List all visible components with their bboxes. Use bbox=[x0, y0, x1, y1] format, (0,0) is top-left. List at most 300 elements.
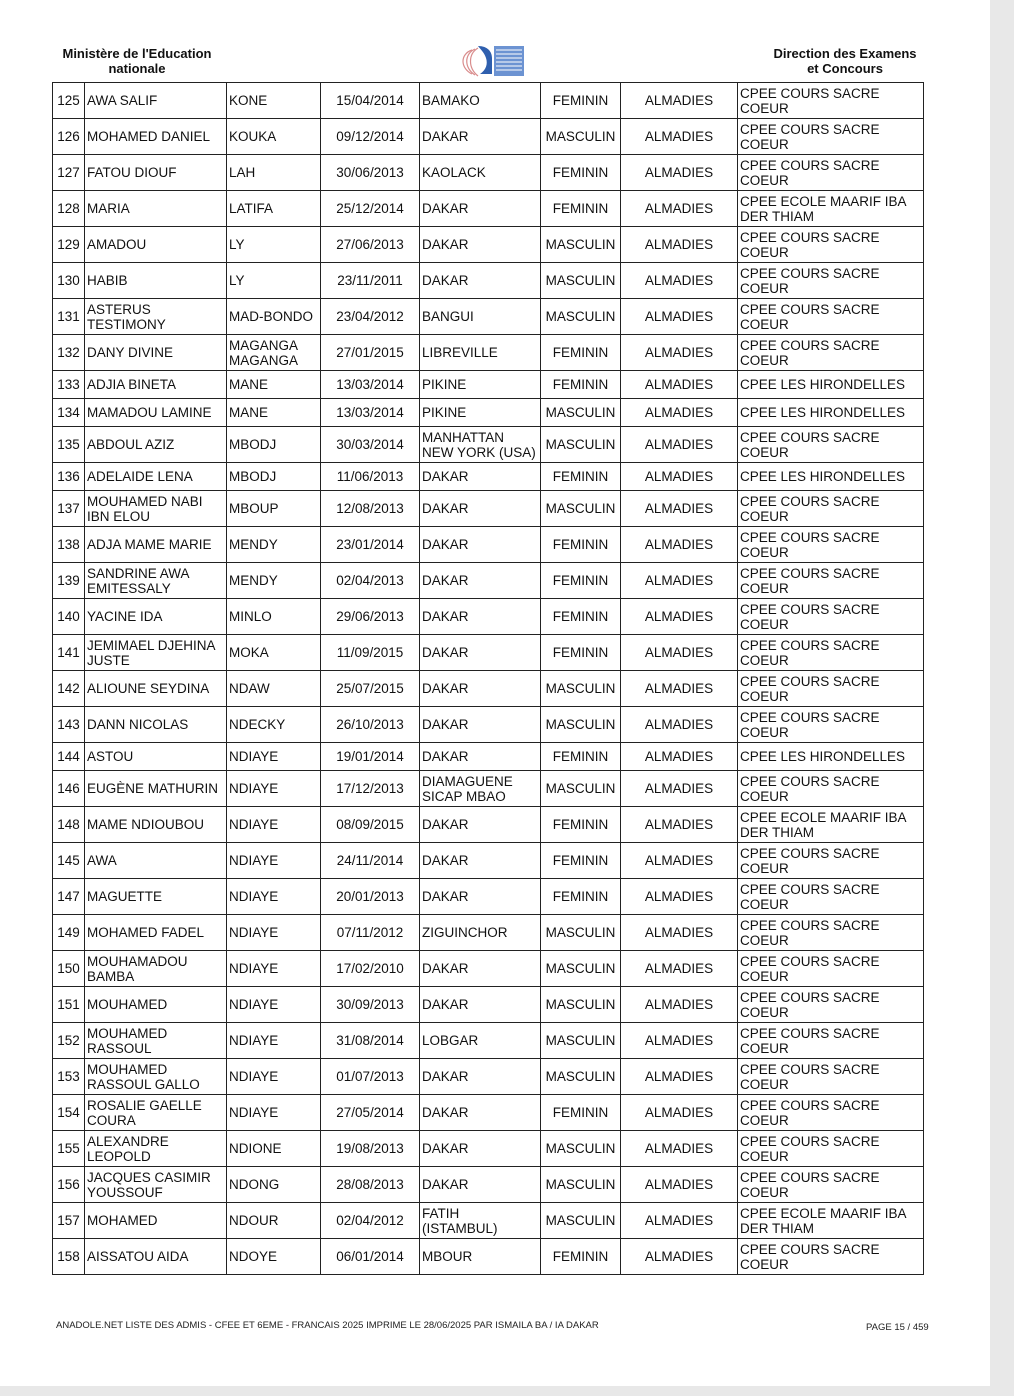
birth-place-cell: DAKAR bbox=[420, 491, 541, 527]
sex-cell: MASCULIN bbox=[541, 1203, 621, 1239]
sex-cell: FEMININ bbox=[541, 463, 621, 491]
table-row bbox=[53, 1059, 924, 1095]
sex-cell: FEMININ bbox=[541, 635, 621, 671]
last-name-cell: MINLO bbox=[227, 599, 321, 635]
row-number-cell: 152 bbox=[53, 1023, 85, 1059]
birth-date-cell: 11/09/2015 bbox=[321, 635, 420, 671]
birth-place-cell: DAKAR bbox=[420, 1095, 541, 1131]
sex-cell: FEMININ bbox=[541, 83, 621, 119]
exam-center-cell: ALMADIES bbox=[621, 527, 738, 563]
sex-cell: FEMININ bbox=[541, 1095, 621, 1131]
birth-date-cell: 23/11/2011 bbox=[321, 263, 420, 299]
row-number-cell: 126 bbox=[53, 119, 85, 155]
school-cell: CPEE COURS SACRE COEUR bbox=[738, 987, 924, 1023]
sex-cell: MASCULIN bbox=[541, 671, 621, 707]
first-name-cell: DANY DIVINE bbox=[85, 335, 227, 371]
row-number-cell: 138 bbox=[53, 527, 85, 563]
sex-cell: MASCULIN bbox=[541, 1023, 621, 1059]
exam-center-cell: ALMADIES bbox=[621, 1203, 738, 1239]
birth-place-cell: DAKAR bbox=[420, 743, 541, 771]
exam-center-cell: ALMADIES bbox=[621, 879, 738, 915]
table-row bbox=[53, 1095, 924, 1131]
sex-cell: MASCULIN bbox=[541, 263, 621, 299]
school-cell: CPEE COURS SACRE COEUR bbox=[738, 707, 924, 743]
birth-place-cell: FATIH (ISTAMBUL) bbox=[420, 1203, 541, 1239]
table-row bbox=[53, 771, 924, 807]
school-cell: CPEE COURS SACRE COEUR bbox=[738, 1059, 924, 1095]
birth-date-cell: 13/03/2014 bbox=[321, 371, 420, 399]
exam-center-cell: ALMADIES bbox=[621, 1059, 738, 1095]
row-number-cell: 127 bbox=[53, 155, 85, 191]
first-name-cell: MOHAMED bbox=[85, 1203, 227, 1239]
birth-date-cell: 25/12/2014 bbox=[321, 191, 420, 227]
row-number-cell: 141 bbox=[53, 635, 85, 671]
last-name-cell: MENDY bbox=[227, 527, 321, 563]
last-name-cell: NDECKY bbox=[227, 707, 321, 743]
last-name-cell: LY bbox=[227, 263, 321, 299]
school-cell: CPEE COURS SACRE COEUR bbox=[738, 491, 924, 527]
birth-date-cell: 08/09/2015 bbox=[321, 807, 420, 843]
row-number-cell: 148 bbox=[53, 807, 85, 843]
row-number-cell: 146 bbox=[53, 771, 85, 807]
school-cell: CPEE COURS SACRE COEUR bbox=[738, 771, 924, 807]
last-name-cell: LATIFA bbox=[227, 191, 321, 227]
first-name-cell: SANDRINE AWA EMITESSALY bbox=[85, 563, 227, 599]
ministry-logo-icon bbox=[458, 44, 526, 78]
last-name-cell: NDIAYE bbox=[227, 1023, 321, 1059]
first-name-cell: ASTERUS TESTIMONY bbox=[85, 299, 227, 335]
school-cell: CPEE COURS SACRE COEUR bbox=[738, 335, 924, 371]
last-name-cell: NDOUR bbox=[227, 1203, 321, 1239]
sex-cell: MASCULIN bbox=[541, 1131, 621, 1167]
birth-place-cell: DAKAR bbox=[420, 1167, 541, 1203]
table-row bbox=[53, 399, 924, 427]
birth-date-cell: 09/12/2014 bbox=[321, 119, 420, 155]
row-number-cell: 156 bbox=[53, 1167, 85, 1203]
first-name-cell: JEMIMAEL DJEHINA JUSTE bbox=[85, 635, 227, 671]
birth-place-cell: MANHATTAN NEW YORK (USA) bbox=[420, 427, 541, 463]
table-row bbox=[53, 1239, 924, 1275]
table-row bbox=[53, 599, 924, 635]
birth-date-cell: 26/10/2013 bbox=[321, 707, 420, 743]
school-cell: CPEE ECOLE MAARIF IBA DER THIAM bbox=[738, 191, 924, 227]
birth-place-cell: DAKAR bbox=[420, 599, 541, 635]
table-row bbox=[53, 1131, 924, 1167]
row-number-cell: 133 bbox=[53, 371, 85, 399]
first-name-cell: AMADOU bbox=[85, 227, 227, 263]
exam-center-cell: ALMADIES bbox=[621, 987, 738, 1023]
school-cell: CPEE ECOLE MAARIF IBA DER THIAM bbox=[738, 1203, 924, 1239]
birth-place-cell: DAKAR bbox=[420, 563, 541, 599]
birth-date-cell: 01/07/2013 bbox=[321, 1059, 420, 1095]
school-cell: CPEE COURS SACRE COEUR bbox=[738, 915, 924, 951]
row-number-cell: 131 bbox=[53, 299, 85, 335]
birth-place-cell: DAKAR bbox=[420, 463, 541, 491]
row-number-cell: 147 bbox=[53, 879, 85, 915]
first-name-cell: MAME NDIOUBOU bbox=[85, 807, 227, 843]
exam-center-cell: ALMADIES bbox=[621, 599, 738, 635]
birth-date-cell: 28/08/2013 bbox=[321, 1167, 420, 1203]
exam-center-cell: ALMADIES bbox=[621, 119, 738, 155]
birth-place-cell: DAKAR bbox=[420, 879, 541, 915]
school-cell: CPEE COURS SACRE COEUR bbox=[738, 563, 924, 599]
exam-center-cell: ALMADIES bbox=[621, 227, 738, 263]
exam-center-cell: ALMADIES bbox=[621, 1131, 738, 1167]
school-cell: CPEE COURS SACRE COEUR bbox=[738, 1131, 924, 1167]
birth-place-cell: DAKAR bbox=[420, 987, 541, 1023]
first-name-cell: MOUHAMADOU BAMBA bbox=[85, 951, 227, 987]
exam-center-cell: ALMADIES bbox=[621, 915, 738, 951]
exam-center-cell: ALMADIES bbox=[621, 671, 738, 707]
first-name-cell: ADJA MAME MARIE bbox=[85, 527, 227, 563]
birth-date-cell: 13/03/2014 bbox=[321, 399, 420, 427]
exam-center-cell: ALMADIES bbox=[621, 707, 738, 743]
last-name-cell: NDIAYE bbox=[227, 951, 321, 987]
last-name-cell: KONE bbox=[227, 83, 321, 119]
birth-place-cell: DAKAR bbox=[420, 191, 541, 227]
first-name-cell: MARIA bbox=[85, 191, 227, 227]
birth-place-cell: DAKAR bbox=[420, 671, 541, 707]
page-number: PAGE 15 / 459 bbox=[866, 1322, 929, 1333]
row-number-cell: 149 bbox=[53, 915, 85, 951]
birth-date-cell: 27/06/2013 bbox=[321, 227, 420, 263]
school-cell: CPEE COURS SACRE COEUR bbox=[738, 1023, 924, 1059]
sex-cell: MASCULIN bbox=[541, 1059, 621, 1095]
last-name-cell: NDAW bbox=[227, 671, 321, 707]
school-cell: CPEE LES HIRONDELLES bbox=[738, 399, 924, 427]
first-name-cell: ALIOUNE SEYDINA bbox=[85, 671, 227, 707]
school-cell: CPEE COURS SACRE COEUR bbox=[738, 119, 924, 155]
exam-center-cell: ALMADIES bbox=[621, 635, 738, 671]
last-name-cell: NDIONE bbox=[227, 1131, 321, 1167]
birth-date-cell: 27/01/2015 bbox=[321, 335, 420, 371]
sex-cell: FEMININ bbox=[541, 563, 621, 599]
row-number-cell: 142 bbox=[53, 671, 85, 707]
school-cell: CPEE ECOLE MAARIF IBA DER THIAM bbox=[738, 807, 924, 843]
birth-date-cell: 19/08/2013 bbox=[321, 1131, 420, 1167]
first-name-cell: AWA SALIF bbox=[85, 83, 227, 119]
first-name-cell: MOHAMED FADEL bbox=[85, 915, 227, 951]
row-number-cell: 154 bbox=[53, 1095, 85, 1131]
table-row bbox=[53, 227, 924, 263]
sex-cell: FEMININ bbox=[541, 155, 621, 191]
exam-center-cell: ALMADIES bbox=[621, 427, 738, 463]
table-row bbox=[53, 1203, 924, 1239]
school-cell: CPEE COURS SACRE COEUR bbox=[738, 527, 924, 563]
last-name-cell: KOUKA bbox=[227, 119, 321, 155]
row-number-cell: 158 bbox=[53, 1239, 85, 1275]
last-name-cell: NDIAYE bbox=[227, 743, 321, 771]
row-number-cell: 128 bbox=[53, 191, 85, 227]
exam-center-cell: ALMADIES bbox=[621, 263, 738, 299]
birth-place-cell: PIKINE bbox=[420, 371, 541, 399]
row-number-cell: 143 bbox=[53, 707, 85, 743]
birth-date-cell: 29/06/2013 bbox=[321, 599, 420, 635]
sex-cell: MASCULIN bbox=[541, 227, 621, 263]
first-name-cell: MAGUETTE bbox=[85, 879, 227, 915]
first-name-cell: MOUHAMED bbox=[85, 987, 227, 1023]
last-name-cell: MENDY bbox=[227, 563, 321, 599]
table-row bbox=[53, 987, 924, 1023]
exams-direction-line2: et Concours bbox=[807, 61, 883, 76]
first-name-cell: JACQUES CASIMIR YOUSSOUF bbox=[85, 1167, 227, 1203]
row-number-cell: 132 bbox=[53, 335, 85, 371]
birth-date-cell: 12/08/2013 bbox=[321, 491, 420, 527]
sex-cell: FEMININ bbox=[541, 843, 621, 879]
table-row bbox=[53, 83, 924, 119]
sex-cell: MASCULIN bbox=[541, 915, 621, 951]
sex-cell: FEMININ bbox=[541, 191, 621, 227]
school-cell: CPEE LES HIRONDELLES bbox=[738, 463, 924, 491]
last-name-cell: MOKA bbox=[227, 635, 321, 671]
table-row bbox=[53, 119, 924, 155]
last-name-cell: MANE bbox=[227, 371, 321, 399]
sex-cell: MASCULIN bbox=[541, 951, 621, 987]
sex-cell: FEMININ bbox=[541, 527, 621, 563]
exam-center-cell: ALMADIES bbox=[621, 491, 738, 527]
birth-place-cell: DAKAR bbox=[420, 527, 541, 563]
exam-center-cell: ALMADIES bbox=[621, 843, 738, 879]
exam-center-cell: ALMADIES bbox=[621, 1167, 738, 1203]
birth-place-cell: DAKAR bbox=[420, 119, 541, 155]
exam-center-cell: ALMADIES bbox=[621, 191, 738, 227]
last-name-cell: LAH bbox=[227, 155, 321, 191]
table-row bbox=[53, 951, 924, 987]
last-name-cell: MBOUP bbox=[227, 491, 321, 527]
exam-center-cell: ALMADIES bbox=[621, 807, 738, 843]
school-cell: CPEE COURS SACRE COEUR bbox=[738, 155, 924, 191]
school-cell: CPEE COURS SACRE COEUR bbox=[738, 879, 924, 915]
sex-cell: FEMININ bbox=[541, 335, 621, 371]
first-name-cell: EUGÈNE MATHURIN bbox=[85, 771, 227, 807]
birth-date-cell: 15/04/2014 bbox=[321, 83, 420, 119]
sex-cell: FEMININ bbox=[541, 371, 621, 399]
school-cell: CPEE COURS SACRE COEUR bbox=[738, 635, 924, 671]
birth-place-cell: LIBREVILLE bbox=[420, 335, 541, 371]
birth-place-cell: DAKAR bbox=[420, 807, 541, 843]
print-footer: ANADOLE.NET LISTE DES ADMIS - CFEE ET 6EME - FRANCAIS 2025 IMPRIME LE 28/06/2025 PAR ISMAILA BA / IA DAKAR bbox=[56, 1320, 599, 1331]
birth-place-cell: DAKAR bbox=[420, 1131, 541, 1167]
exam-center-cell: ALMADIES bbox=[621, 371, 738, 399]
row-number-cell: 155 bbox=[53, 1131, 85, 1167]
sex-cell: FEMININ bbox=[541, 743, 621, 771]
school-cell: CPEE COURS SACRE COEUR bbox=[738, 83, 924, 119]
last-name-cell: NDIAYE bbox=[227, 771, 321, 807]
birth-place-cell: PIKINE bbox=[420, 399, 541, 427]
birth-place-cell: DAKAR bbox=[420, 263, 541, 299]
row-number-cell: 140 bbox=[53, 599, 85, 635]
birth-place-cell: MBOUR bbox=[420, 1239, 541, 1275]
last-name-cell: MANE bbox=[227, 399, 321, 427]
birth-date-cell: 07/11/2012 bbox=[321, 915, 420, 951]
birth-place-cell: DAKAR bbox=[420, 951, 541, 987]
exam-center-cell: ALMADIES bbox=[621, 563, 738, 599]
row-number-cell: 145 bbox=[53, 843, 85, 879]
table-row bbox=[53, 155, 924, 191]
sex-cell: FEMININ bbox=[541, 599, 621, 635]
first-name-cell: MOUHAMED RASSOUL bbox=[85, 1023, 227, 1059]
birth-place-cell: DAKAR bbox=[420, 843, 541, 879]
table-row bbox=[53, 743, 924, 771]
table-row bbox=[53, 915, 924, 951]
last-name-cell: MBODJ bbox=[227, 463, 321, 491]
exams-direction-header bbox=[760, 46, 930, 76]
table-row bbox=[53, 707, 924, 743]
sex-cell: MASCULIN bbox=[541, 771, 621, 807]
birth-date-cell: 02/04/2013 bbox=[321, 563, 420, 599]
first-name-cell: ADELAIDE LENA bbox=[85, 463, 227, 491]
exam-center-cell: ALMADIES bbox=[621, 1023, 738, 1059]
row-number-cell: 136 bbox=[53, 463, 85, 491]
first-name-cell: HABIB bbox=[85, 263, 227, 299]
first-name-cell: ADJIA BINETA bbox=[85, 371, 227, 399]
first-name-cell: ROSALIE GAELLE COURA bbox=[85, 1095, 227, 1131]
sex-cell: MASCULIN bbox=[541, 1167, 621, 1203]
birth-place-cell: ZIGUINCHOR bbox=[420, 915, 541, 951]
row-number-cell: 130 bbox=[53, 263, 85, 299]
birth-date-cell: 23/04/2012 bbox=[321, 299, 420, 335]
row-number-cell: 151 bbox=[53, 987, 85, 1023]
admitted-students-table bbox=[52, 82, 924, 1275]
birth-date-cell: 31/08/2014 bbox=[321, 1023, 420, 1059]
birth-date-cell: 27/05/2014 bbox=[321, 1095, 420, 1131]
birth-date-cell: 25/07/2015 bbox=[321, 671, 420, 707]
table-row bbox=[53, 563, 924, 599]
last-name-cell: MAD-BONDO bbox=[227, 299, 321, 335]
last-name-cell: NDIAYE bbox=[227, 987, 321, 1023]
school-cell: CPEE COURS SACRE COEUR bbox=[738, 671, 924, 707]
table-row bbox=[53, 527, 924, 563]
first-name-cell: MOUHAMED NABI IBN ELOU bbox=[85, 491, 227, 527]
table-row bbox=[53, 463, 924, 491]
birth-date-cell: 20/01/2013 bbox=[321, 879, 420, 915]
birth-date-cell: 30/06/2013 bbox=[321, 155, 420, 191]
row-number-cell: 153 bbox=[53, 1059, 85, 1095]
first-name-cell: ALEXANDRE LEOPOLD bbox=[85, 1131, 227, 1167]
birth-date-cell: 02/04/2012 bbox=[321, 1203, 420, 1239]
birth-place-cell: BAMAKO bbox=[420, 83, 541, 119]
table-row bbox=[53, 1023, 924, 1059]
first-name-cell: MAMADOU LAMINE bbox=[85, 399, 227, 427]
birth-date-cell: 24/11/2014 bbox=[321, 843, 420, 879]
school-cell: CPEE COURS SACRE COEUR bbox=[738, 263, 924, 299]
last-name-cell: NDOYE bbox=[227, 1239, 321, 1275]
sex-cell: MASCULIN bbox=[541, 119, 621, 155]
birth-date-cell: 30/03/2014 bbox=[321, 427, 420, 463]
table-body bbox=[53, 83, 924, 1275]
table-row bbox=[53, 191, 924, 227]
row-number-cell: 137 bbox=[53, 491, 85, 527]
birth-place-cell: DIAMAGUENE SICAP MBAO bbox=[420, 771, 541, 807]
first-name-cell: YACINE IDA bbox=[85, 599, 227, 635]
exam-center-cell: ALMADIES bbox=[621, 771, 738, 807]
ministry-name-line2: nationale bbox=[108, 61, 166, 76]
sex-cell: MASCULIN bbox=[541, 707, 621, 743]
first-name-cell: ASTOU bbox=[85, 743, 227, 771]
table-row bbox=[53, 807, 924, 843]
birth-date-cell: 11/06/2013 bbox=[321, 463, 420, 491]
table-row bbox=[53, 263, 924, 299]
birth-place-cell: DAKAR bbox=[420, 1059, 541, 1095]
sex-cell: MASCULIN bbox=[541, 299, 621, 335]
row-number-cell: 129 bbox=[53, 227, 85, 263]
birth-date-cell: 23/01/2014 bbox=[321, 527, 420, 563]
table-row bbox=[53, 879, 924, 915]
birth-date-cell: 17/02/2010 bbox=[321, 951, 420, 987]
exam-center-cell: ALMADIES bbox=[621, 335, 738, 371]
last-name-cell: LY bbox=[227, 227, 321, 263]
birth-place-cell: BANGUI bbox=[420, 299, 541, 335]
exam-center-cell: ALMADIES bbox=[621, 155, 738, 191]
exam-center-cell: ALMADIES bbox=[621, 83, 738, 119]
sex-cell: MASCULIN bbox=[541, 987, 621, 1023]
first-name-cell: AWA bbox=[85, 843, 227, 879]
last-name-cell: MBODJ bbox=[227, 427, 321, 463]
table-row bbox=[53, 491, 924, 527]
last-name-cell: NDIAYE bbox=[227, 807, 321, 843]
exam-center-cell: ALMADIES bbox=[621, 743, 738, 771]
table-row bbox=[53, 371, 924, 399]
school-cell: CPEE COURS SACRE COEUR bbox=[738, 843, 924, 879]
school-cell: CPEE LES HIRONDELLES bbox=[738, 743, 924, 771]
last-name-cell: NDIAYE bbox=[227, 879, 321, 915]
school-cell: CPEE COURS SACRE COEUR bbox=[738, 951, 924, 987]
last-name-cell: MAGANGA MAGANGA bbox=[227, 335, 321, 371]
table-row bbox=[53, 335, 924, 371]
row-number-cell: 125 bbox=[53, 83, 85, 119]
first-name-cell: MOUHAMED RASSOUL GALLO bbox=[85, 1059, 227, 1095]
school-cell: CPEE COURS SACRE COEUR bbox=[738, 299, 924, 335]
birth-place-cell: DAKAR bbox=[420, 227, 541, 263]
birth-place-cell: KAOLACK bbox=[420, 155, 541, 191]
exam-center-cell: ALMADIES bbox=[621, 399, 738, 427]
birth-place-cell: DAKAR bbox=[420, 707, 541, 743]
row-number-cell: 134 bbox=[53, 399, 85, 427]
school-cell: CPEE COURS SACRE COEUR bbox=[738, 599, 924, 635]
sex-cell: MASCULIN bbox=[541, 399, 621, 427]
sex-cell: FEMININ bbox=[541, 1239, 621, 1275]
sex-cell: FEMININ bbox=[541, 879, 621, 915]
last-name-cell: NDIAYE bbox=[227, 1095, 321, 1131]
table-row bbox=[53, 1167, 924, 1203]
sex-cell: MASCULIN bbox=[541, 491, 621, 527]
exams-direction-line1: Direction des Examens bbox=[773, 46, 917, 61]
ministry-header bbox=[52, 46, 222, 76]
last-name-cell: NDONG bbox=[227, 1167, 321, 1203]
table-row bbox=[53, 299, 924, 335]
first-name-cell: AISSATOU AIDA bbox=[85, 1239, 227, 1275]
table-row bbox=[53, 635, 924, 671]
ministry-name-line1: Ministère de l'Education bbox=[62, 46, 212, 61]
sex-cell: FEMININ bbox=[541, 807, 621, 843]
exam-center-cell: ALMADIES bbox=[621, 951, 738, 987]
exam-center-cell: ALMADIES bbox=[621, 1239, 738, 1275]
first-name-cell: FATOU DIOUF bbox=[85, 155, 227, 191]
row-number-cell: 144 bbox=[53, 743, 85, 771]
exam-center-cell: ALMADIES bbox=[621, 1095, 738, 1131]
first-name-cell: ABDOUL AZIZ bbox=[85, 427, 227, 463]
birth-date-cell: 30/09/2013 bbox=[321, 987, 420, 1023]
row-number-cell: 135 bbox=[53, 427, 85, 463]
birth-place-cell: LOBGAR bbox=[420, 1023, 541, 1059]
first-name-cell: DANN NICOLAS bbox=[85, 707, 227, 743]
table-row bbox=[53, 427, 924, 463]
school-cell: CPEE COURS SACRE COEUR bbox=[738, 1095, 924, 1131]
school-cell: CPEE COURS SACRE COEUR bbox=[738, 427, 924, 463]
first-name-cell: MOHAMED DANIEL bbox=[85, 119, 227, 155]
exam-center-cell: ALMADIES bbox=[621, 463, 738, 491]
last-name-cell: NDIAYE bbox=[227, 1059, 321, 1095]
